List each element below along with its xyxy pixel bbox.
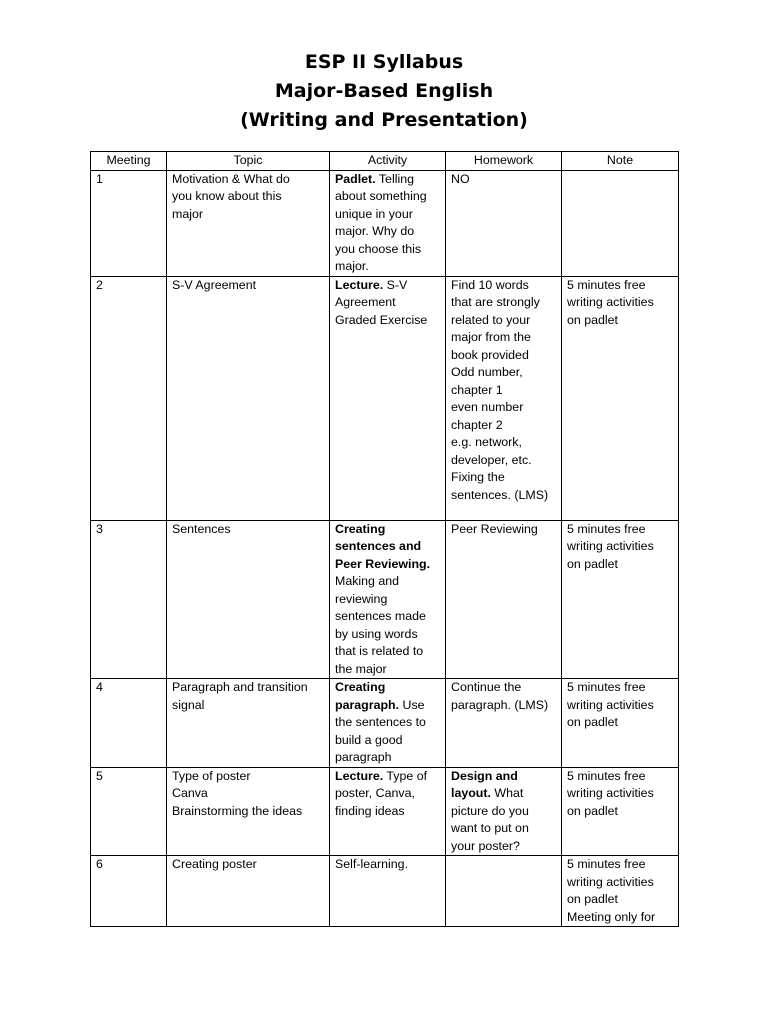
homework-cell [446,276,562,520]
homework-text: related to your [451,312,531,327]
activity-text: about something [335,189,427,203]
activity-cell [330,276,446,520]
topic-cell [167,767,330,856]
header-note: Note [562,152,679,171]
activity-text: that is related to [335,644,424,658]
topic-text: S-V Agreement [172,277,257,292]
topic-text: Brainstorming the ideas [172,803,303,818]
meeting-number: 5 [91,767,167,856]
homework-cell [446,170,562,276]
activity-bold-text: Peer Reviewing. [335,556,431,571]
activity-cell [330,767,446,856]
activity-bold-text: Creating [335,680,386,694]
note-text: writing activities [567,539,654,553]
homework-text: Find 10 words [451,277,529,292]
activity-text: the major [335,661,387,676]
note-text: 5 minutes free [567,768,646,783]
header-activity: Activity [330,152,446,171]
activity-text: by using words [335,626,418,641]
homework-text: picture do you [451,803,529,818]
homework-text: chapter 2 [451,417,503,432]
note-text: 5 minutes free [567,521,646,536]
note-text: 5 minutes free [567,277,646,292]
activity-text: paragraph [335,750,392,764]
note-text: on padlet [567,312,618,327]
homework-text: NO [451,171,470,186]
topic-cell [167,170,330,276]
title-line-1: ESP II Syllabus [304,51,464,73]
header-homework: Homework [446,152,562,171]
activity-text: unique in your [335,206,413,221]
activity-cell [330,520,446,679]
homework-text: your poster? [451,838,520,853]
note-cell [562,767,679,856]
activity-cell [330,679,446,768]
activity-text: S-V [383,277,408,292]
homework-bold-text: layout. [451,786,491,800]
activity-line [335,556,440,574]
meeting-number: 2 [91,276,167,520]
topic-text: Canva [172,786,208,800]
table-row [91,276,679,520]
activity-line [335,277,440,295]
homework-text: major from the [451,330,531,344]
homework-cell [446,856,562,927]
topic-text: you know about this [172,189,282,203]
note-text: 5 minutes free [567,857,646,871]
note-text: writing activities [567,786,654,800]
activity-text: poster, Canva, [335,786,415,800]
activity-text: Agreement [335,295,396,309]
meeting-number: 1 [91,170,167,276]
meeting-number: 6 [91,856,167,927]
homework-text: chapter 1 [451,382,503,397]
title-line-3: (Writing and Presentation) [240,109,528,131]
meeting-number: 3 [91,520,167,679]
activity-bold-text: paragraph. [335,697,400,712]
activity-text: Use [399,697,425,712]
document-title [0,48,768,135]
activity-text: reviewing [335,591,388,606]
activity-line [335,521,440,539]
topic-cell [167,679,330,768]
activity-text: Self-learning. [335,857,409,871]
activity-line [335,768,440,786]
title-line-2: Major-Based English [274,80,494,102]
homework-text: want to put on [451,821,529,835]
note-text: on padlet [567,715,618,729]
homework-cell [446,767,562,856]
note-text: writing activities [567,874,654,889]
note-cell [562,520,679,679]
note-text: writing activities [567,295,654,309]
activity-text: Type of [383,768,428,783]
homework-text: that are strongly [451,295,540,309]
homework-text: e.g. network, [451,435,522,449]
topic-cell [167,856,330,927]
homework-text: Continue the [451,680,522,694]
activity-bold-text: Padlet. [335,171,376,186]
activity-text: major. Why do [335,224,415,238]
table-row [91,170,679,276]
homework-cell [446,520,562,679]
activity-bold-text: Lecture. [335,277,384,292]
header-meeting: Meeting [91,152,167,171]
note-cell [562,170,679,276]
topic-cell [167,276,330,520]
activity-text: Making and [335,574,400,588]
note-text: writing activities [567,697,654,712]
table-row [91,856,679,927]
note-text: on padlet [567,803,618,818]
activity-text: Telling [375,171,414,186]
homework-line [451,768,556,786]
note-text: 5 minutes free [567,680,646,694]
activity-line [335,171,440,189]
homework-line [451,785,556,803]
topic-text: Motivation & What do [172,171,290,186]
activity-text: build a good [335,732,403,747]
header-topic: Topic [167,152,330,171]
note-cell [562,856,679,927]
homework-text: developer, etc. [451,452,532,467]
homework-text: Peer Reviewing [451,521,538,536]
homework-text: sentences. (LMS) [451,487,549,502]
topic-text: Paragraph and transition [172,680,308,694]
activity-text: you choose this [335,241,422,256]
activity-bold-text: Lecture. [335,768,384,783]
table-header-row [91,152,679,171]
homework-text: paragraph. (LMS) [451,697,549,712]
activity-line [335,679,440,697]
homework-cell [446,679,562,768]
table-row [91,679,679,768]
activity-bold-text: Creating [335,521,386,536]
homework-text: What [490,786,524,800]
meeting-number: 4 [91,679,167,768]
note-cell [562,679,679,768]
table-row [91,767,679,856]
activity-line [335,697,440,715]
homework-text: even number [451,400,524,414]
note-text: Meeting only for [567,909,656,924]
activity-text: the sentences to [335,715,426,729]
note-cell [562,276,679,520]
homework-bold-text: Design and [451,768,518,783]
activity-cell [330,170,446,276]
activity-text: major. [335,259,369,273]
table-row [91,520,679,679]
homework-text: Odd number, [451,365,523,379]
activity-text: Graded Exercise [335,312,428,327]
topic-text: major [172,206,203,221]
topic-text: signal [172,697,205,712]
topic-text: Sentences [172,521,231,536]
activity-text: finding ideas [335,803,405,818]
syllabus-table [90,151,679,927]
homework-text: Fixing the [451,470,505,484]
activity-bold-text: sentences and [335,539,422,553]
activity-line [335,538,440,556]
homework-text: book provided [451,347,529,362]
topic-text: Creating poster [172,857,257,871]
activity-cell [330,856,446,927]
note-text: on padlet [567,556,618,571]
activity-text: sentences made [335,609,426,623]
topic-text: Type of poster [172,768,251,783]
topic-cell [167,520,330,679]
note-text: on padlet [567,892,618,906]
